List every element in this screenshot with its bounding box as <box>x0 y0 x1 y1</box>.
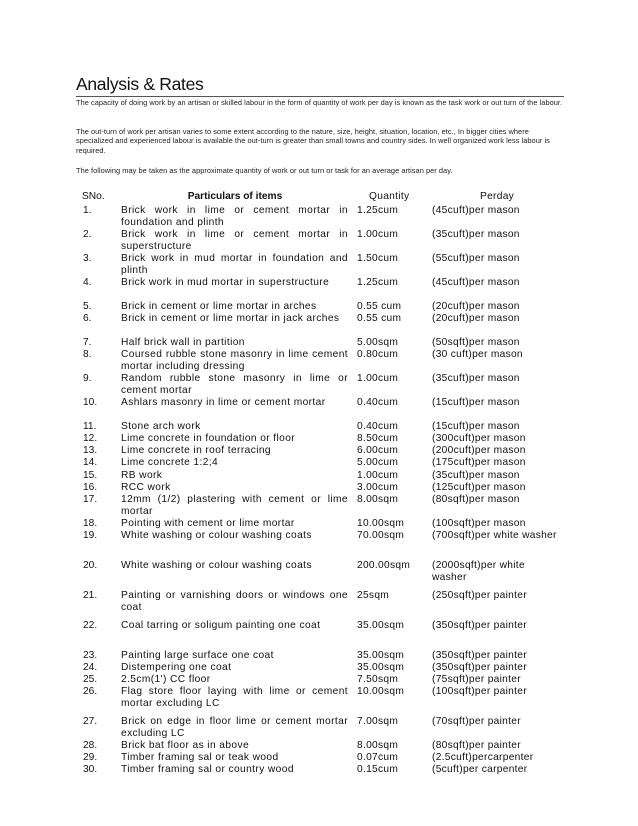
cell-sno: 24. <box>83 661 98 673</box>
table-row <box>0 457 638 469</box>
cell-sno: 29. <box>83 752 98 764</box>
cell-particulars: Brick work in lime or cement mortar in superstructure <box>121 229 348 253</box>
intro-paragraph-2: The out-turn of work per artisan varies to some extent according to the nature, size, height, situation, location, etc., In bigger cities where specialized and experienced labour is available the out-turn is greater than small towns and country sides. In well organized work less labour is required. <box>76 127 550 155</box>
cell-perday: (20cuft)per mason <box>432 313 520 325</box>
cell-particulars: Lime concrete in foundation or floor <box>121 433 296 445</box>
cell-perday: (100sqft)per painter <box>432 686 527 698</box>
cell-quantity: 0.55 cum <box>357 301 402 312</box>
table-row <box>0 716 638 740</box>
cell-quantity: 8.50cum <box>357 433 399 445</box>
cell-sno: 15. <box>83 469 98 481</box>
cell-particulars: White washing or colour washing coats <box>121 559 312 571</box>
cell-particulars: 2.5cm(1') CC floor <box>121 674 211 686</box>
cell-perday: (30 cuft)per mason <box>432 349 523 361</box>
cell-perday: (15cuft)per mason <box>432 397 520 409</box>
cell-quantity: 1.00cum <box>357 229 399 240</box>
cell-sno: 23. <box>83 649 98 661</box>
cell-quantity: 0.15cum <box>357 764 399 776</box>
cell-particulars: Brick in cement or lime mortar in jack arches <box>121 313 340 325</box>
cell-sno: 5. <box>83 301 92 312</box>
cell-sno: 30. <box>83 764 98 776</box>
table-row <box>0 620 638 650</box>
table-row <box>0 421 638 433</box>
cell-quantity: 0.40cum <box>357 421 399 433</box>
cell-perday: (350sqft)per painter <box>432 661 527 673</box>
cell-perday: (35cuft)per mason <box>432 229 520 240</box>
cell-sno: 19. <box>83 529 98 541</box>
table-row <box>0 662 638 674</box>
cell-quantity: 0.80cum <box>357 349 399 361</box>
cell-perday: (2000sqft)per white washer <box>432 559 525 584</box>
table-row <box>0 205 638 229</box>
cell-particulars: Brick in cement or lime mortar in arches <box>121 301 317 312</box>
cell-particulars: Brick work in lime or cement mortar in foundation and plinth <box>121 205 348 229</box>
cell-particulars: Stone arch work <box>121 421 201 433</box>
cell-sno: 13. <box>83 445 98 457</box>
cell-particulars: Brick work in mud mortar in foundation and plinth <box>121 253 348 277</box>
cell-perday: (35cuft)per mason <box>432 469 520 481</box>
header-quantity: Quantity <box>369 191 410 202</box>
cell-quantity: 200.00sqm <box>357 559 411 571</box>
title-divider <box>76 96 564 97</box>
cell-sno: 8. <box>83 349 92 361</box>
cell-quantity: 1.50cum <box>357 253 399 264</box>
table-row <box>0 337 638 349</box>
cell-particulars: Distempering one coat <box>121 661 232 673</box>
header-sno: SNo. <box>82 191 105 202</box>
header-perday: Perday <box>480 191 515 202</box>
cell-quantity: 35.00sqm <box>357 619 405 631</box>
cell-particulars: Brick work in mud mortar in superstructure <box>121 277 330 288</box>
cell-particulars: Ashlars masonry in lime or cement mortar <box>121 397 326 409</box>
cell-particulars: Lime concrete 1:2;4 <box>121 457 219 469</box>
cell-quantity: 1.25cum <box>357 277 399 288</box>
cell-sno: 10. <box>83 397 98 409</box>
cell-particulars: Random rubble stone masonry in lime or cement mortar <box>121 373 348 397</box>
cell-particulars: Half brick wall in partition <box>121 337 245 349</box>
cell-quantity: 25sqm <box>357 589 390 601</box>
table-row <box>0 752 638 764</box>
cell-particulars: Lime concrete in roof terracing <box>121 445 271 457</box>
table-row <box>0 530 638 560</box>
cell-sno: 16. <box>83 481 98 493</box>
cell-quantity: 70.00sqm <box>357 529 405 541</box>
cell-perday: (350sqft)per painter <box>432 649 527 661</box>
intro-paragraph-3: The following may be taken as the approximate quantity of work or out turn or task for an average artisan per day. <box>76 166 453 175</box>
cell-perday: (15cuft)per mason <box>432 421 520 433</box>
table-header-row <box>0 191 638 205</box>
table-row <box>0 349 638 373</box>
cell-quantity: 10.00sqm <box>357 517 405 529</box>
cell-quantity: 0.55 cum <box>357 313 402 325</box>
cell-perday: (300cuft)per mason <box>432 433 526 445</box>
cell-sno: 2. <box>83 229 92 240</box>
table-row <box>0 433 638 445</box>
cell-quantity: 35.00sqm <box>357 661 405 673</box>
cell-perday: (100sqft)per mason <box>432 517 526 529</box>
cell-sno: 3. <box>83 253 92 264</box>
cell-quantity: 0.40cum <box>357 397 399 409</box>
cell-sno: 9. <box>83 373 92 385</box>
cell-particulars: Timber framing sal or teak wood <box>121 752 279 764</box>
cell-perday: (45cuft)per mason <box>432 205 520 216</box>
table-row <box>0 277 638 301</box>
cell-particulars: Coursed rubble stone masonry in lime cement mortar including dressing <box>121 349 348 373</box>
cell-sno: 4. <box>83 277 92 288</box>
table-row <box>0 650 638 662</box>
page-title: Analysis & Rates <box>76 74 204 94</box>
cell-perday: (75sqft)per painter <box>432 674 521 686</box>
cell-quantity: 10.00sqm <box>357 686 405 698</box>
table-row <box>0 590 638 620</box>
cell-perday: (80sqft)per mason <box>432 493 520 505</box>
cell-particulars: Flag store floor laying with lime or cement mortar excluding LC <box>121 686 348 710</box>
cell-sno: 22. <box>83 619 98 631</box>
cell-sno: 7. <box>83 337 92 349</box>
table-row <box>0 686 638 716</box>
cell-sno: 6. <box>83 313 92 325</box>
cell-sno: 14. <box>83 457 98 469</box>
cell-particulars: Brick bat floor as in above <box>121 740 250 752</box>
table-row <box>0 229 638 253</box>
table-row <box>0 518 638 530</box>
cell-particulars: Painting large surface one coat <box>121 649 274 661</box>
cell-quantity: 1.00cum <box>357 373 399 385</box>
table-row <box>0 740 638 752</box>
cell-quantity: 3.00cum <box>357 481 399 493</box>
cell-perday: (70sqft)per painter <box>432 716 521 728</box>
cell-sno: 12. <box>83 433 98 445</box>
table-row <box>0 482 638 494</box>
cell-perday: (175cuft)per mason <box>432 457 526 469</box>
cell-particulars: Painting or varnishing doors or windows one coat <box>121 589 348 614</box>
cell-quantity: 8.00sqm <box>357 493 399 505</box>
cell-sno: 21. <box>83 589 98 601</box>
cell-perday: (80sqft)per painter <box>432 740 521 752</box>
cell-sno: 20. <box>83 559 98 571</box>
cell-perday: (2.5cuft)percarpenter <box>432 752 534 764</box>
cell-perday: (250sqft)per painter <box>432 589 527 601</box>
cell-perday: (350sqft)per painter <box>432 619 527 631</box>
cell-particulars: Brick on edge in floor lime or cement mortar excluding LC <box>121 716 348 740</box>
cell-particulars: RCC work <box>121 481 171 493</box>
cell-perday: (55cuft)per mason <box>432 253 520 264</box>
cell-particulars: Timber framing sal or country wood <box>121 764 294 776</box>
cell-sno: 18. <box>83 517 98 529</box>
intro-paragraph-1: The capacity of doing work by an artisan or skilled labour in the form of quantity of work per day is known as the task work or out turn of the labour. <box>76 98 563 107</box>
cell-quantity: 1.00cum <box>357 469 399 481</box>
cell-perday: (700sqft)per white washer <box>432 529 557 541</box>
cell-perday: (45cuft)per mason <box>432 277 520 288</box>
cell-particulars: White washing or colour washing coats <box>121 529 312 541</box>
cell-sno: 11. <box>83 421 97 433</box>
cell-quantity: 7.50sqm <box>357 674 399 686</box>
table-row <box>0 674 638 686</box>
cell-sno: 1. <box>83 205 92 216</box>
table-body <box>0 205 638 776</box>
table-row <box>0 560 638 590</box>
cell-perday: (20cuft)per mason <box>432 301 520 312</box>
cell-quantity: 35.00sqm <box>357 649 405 661</box>
table-row <box>0 253 638 277</box>
rates-table <box>0 191 638 776</box>
table-row <box>0 301 638 313</box>
header-particulars: Particulars of items <box>187 191 283 202</box>
cell-sno: 28. <box>83 740 98 752</box>
table-row <box>0 313 638 337</box>
cell-perday: (35cuft)per mason <box>432 373 520 385</box>
cell-quantity: 1.25cum <box>357 205 399 216</box>
table-row <box>0 494 638 518</box>
cell-quantity: 0.07cum <box>357 752 399 764</box>
cell-particulars: 12mm (1/2) plastering with cement or lime mortar <box>121 493 348 517</box>
cell-perday: (200cuft)per mason <box>432 445 526 457</box>
cell-quantity: 7.00sqm <box>357 716 399 728</box>
cell-perday: (5cuft)per carpenter <box>432 764 528 776</box>
cell-sno: 17. <box>83 493 98 505</box>
cell-quantity: 8.00sqm <box>357 740 399 752</box>
table-row <box>0 373 638 397</box>
cell-quantity: 5.00sqm <box>357 337 399 349</box>
cell-particulars: Coal tarring or soligum painting one coat <box>121 619 321 631</box>
cell-sno: 27. <box>83 716 98 728</box>
table-row <box>0 470 638 482</box>
table-row <box>0 445 638 457</box>
cell-sno: 26. <box>83 686 98 698</box>
cell-quantity: 5.00cum <box>357 457 399 469</box>
cell-particulars: Pointing with cement or lime mortar <box>121 517 295 529</box>
cell-sno: 25. <box>83 674 98 686</box>
cell-particulars: RB work <box>121 469 163 481</box>
cell-quantity: 6.00cum <box>357 445 399 457</box>
table-row <box>0 764 638 776</box>
cell-perday: (125cuft)per mason <box>432 481 526 493</box>
cell-perday: (50sqft)per mason <box>432 337 520 349</box>
table-row <box>0 397 638 421</box>
